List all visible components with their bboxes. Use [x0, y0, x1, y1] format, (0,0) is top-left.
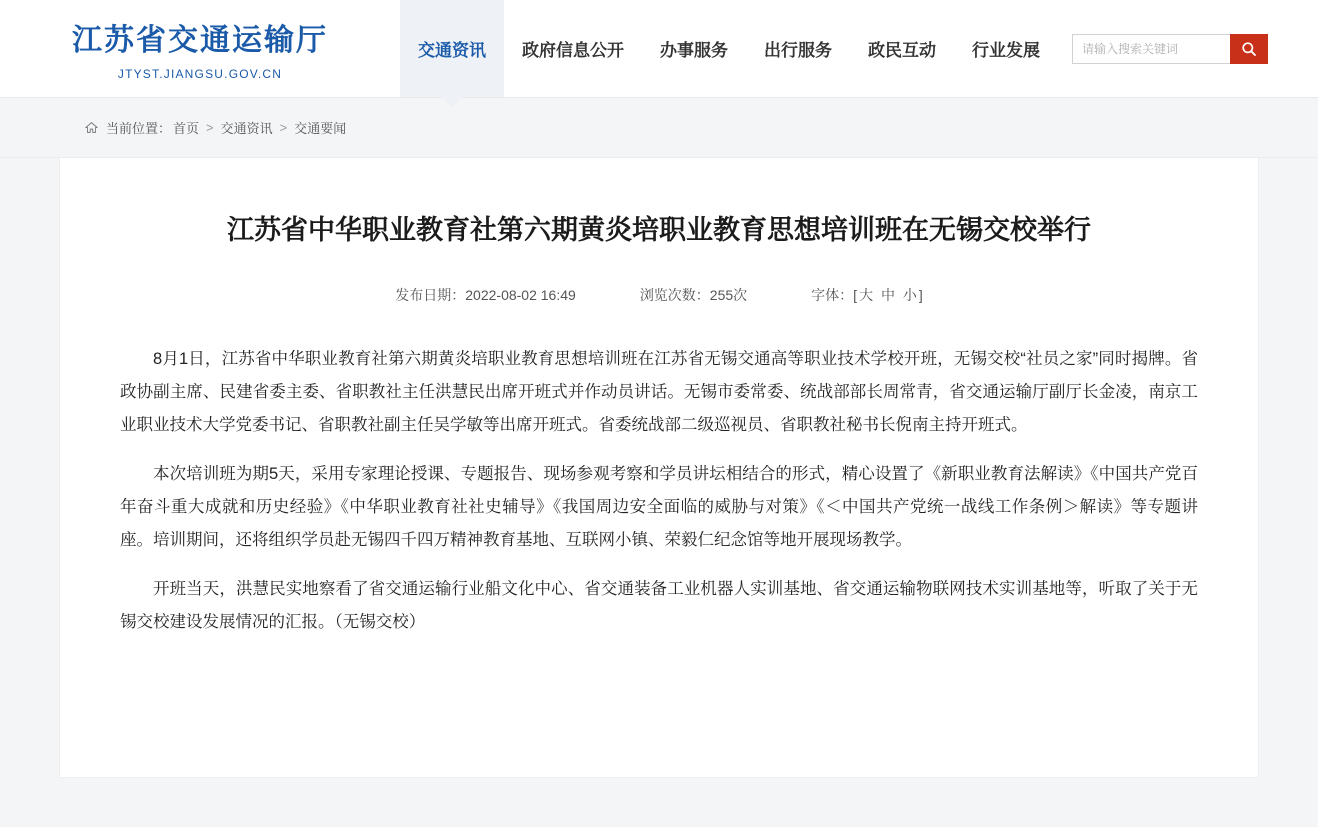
article-paragraph: 8月1日，江苏省中华职业教育社第六期黄炎培职业教育思想培训班在江苏省无锡交通高等职业技术学校开班，无锡交校“社员之家”同时揭牌。省政协副主席、民建省委主委、省职教社主任洪慧民出席开班式并作动员讲话。无锡市委常委、统战部部长周常青，省交通运输厅副厅长金凌，南京工业职业技术大学党委书记、省职教社副主任吴学敏等出席开班式。省委统战部二级巡视员、省职教社秘书长倪南主持开班式。 [120, 349, 1198, 434]
nav-item-label: 政民互动 [868, 41, 936, 60]
nav-item-label: 行业发展 [972, 41, 1040, 60]
breadcrumb-item-news[interactable]: 交通资讯 [220, 121, 273, 136]
nav-item-label: 办事服务 [660, 41, 728, 60]
breadcrumb-label: 当前位置： [106, 121, 172, 136]
publish-date: 发布日期：2022-08-02 16:49 [395, 286, 576, 303]
font-size-medium[interactable]: 中 [880, 286, 895, 303]
page-title: 江苏省中华职业教育社第六期黄炎培职业教育思想培训班在无锡交校举行 [227, 215, 1091, 245]
page-body [0, 158, 1318, 827]
font-size-controls [811, 285, 923, 305]
breadcrumb [0, 98, 1318, 158]
home-icon[interactable] [85, 121, 98, 134]
nav-item-news[interactable] [400, 0, 504, 97]
nav-item-label: 出行服务 [764, 41, 832, 60]
article-paragraph: 开班当天，洪慧民实地察看了省交通运输行业船文化中心、省交通装备工业机器人实训基地、省交通运输物联网技术实训基地等，听取了关于无锡交校建设发展情况的汇报。（无锡交校） [120, 579, 1198, 631]
nav-item-government-info[interactable] [504, 0, 642, 97]
breadcrumb-separator: > [206, 120, 214, 135]
main-nav [400, 0, 1318, 97]
logo-subtitle: JTYST.JIANGSU.GOV.CN [117, 66, 283, 81]
breadcrumb-item-home[interactable]: 首页 [173, 121, 200, 136]
article-card [59, 158, 1259, 778]
site-header [0, 0, 1318, 98]
article-meta [120, 285, 1198, 305]
font-size-label: 字体：[ [811, 286, 858, 303]
search-box [1072, 34, 1268, 64]
nav-item-label: 交通资讯 [418, 41, 486, 60]
breadcrumb-separator: > [279, 120, 288, 135]
font-size-large[interactable]: 大 [859, 286, 874, 303]
nav-item-services[interactable] [642, 0, 746, 97]
article-content [120, 343, 1198, 639]
nav-item-label: 政府信息公开 [522, 41, 624, 60]
article-paragraph: 本次培训班为期5天，采用专家理论授课、专题报告、现场参观考察和学员讲坛相结合的形式，精心设置了《新职业教育法解读》《中国共产党百年奋斗重大成就和历史经验》《中华职业教育社社史辅导》《我国周边安全面临的威胁与对策》《＜中国共产党统一战线工作条例＞解读》等专题讲座。培训期间，还将组织学员赴无锡四千四万精神教育基地、互联网小镇、荣毅仁纪念馆等地开展现场教学。 [120, 464, 1198, 549]
search-button[interactable] [1230, 34, 1268, 64]
logo-title: 江苏省交通运输厅 [72, 23, 328, 57]
search-icon [1241, 41, 1257, 57]
font-size-small[interactable]: 小 [902, 286, 917, 303]
breadcrumb-item-headlines[interactable]: 交通要闻 [294, 121, 347, 136]
search-input[interactable] [1072, 34, 1230, 64]
font-size-label-end: ] [918, 286, 923, 303]
nav-item-travel-services[interactable] [746, 0, 850, 97]
view-count: 浏览次数：255次 [639, 286, 748, 303]
nav-item-industry-development[interactable] [954, 0, 1058, 97]
site-logo[interactable] [0, 0, 400, 97]
nav-item-public-interaction[interactable] [850, 0, 954, 97]
